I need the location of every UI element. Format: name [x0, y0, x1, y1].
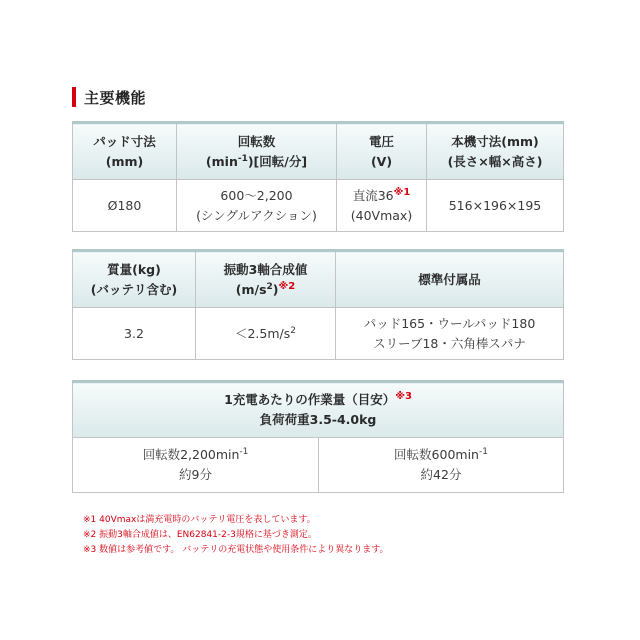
cell-workload-high-speed: 回転数$2,200\min^{-1}$ 約9分 — [73, 438, 319, 493]
footnote-2: ※2 振動3軸合成値は、EN62841-2-3規格に基づき測定。 — [83, 530, 317, 540]
cell-dimensions: 516×196×195 — [427, 180, 564, 232]
header-workload: 1充電あたりの作業量（目安）$^{※3}$ 負荷荷重3.5-4.0kg — [73, 382, 564, 438]
section-heading — [72, 86, 146, 108]
note-marker-3: ※3 — [395, 390, 412, 402]
header-mass: 質量(kg) (バッテリ含む) — [73, 251, 196, 308]
spec-table-main — [72, 121, 564, 232]
cell-vibration: $<2.5m/s^2$ — [196, 308, 336, 360]
spec-table-weight — [72, 249, 564, 360]
cell-pad-size: Ø180 — [73, 180, 177, 232]
header-accessories: 標準付属品 — [336, 251, 564, 308]
header-voltage: 電圧 (V) — [337, 123, 427, 180]
heading-accent-bar — [72, 87, 76, 107]
header-vibration: 振動3軸合成値 $(m/s^2)^{※2}$ — [196, 251, 336, 308]
cell-voltage: 直流36$^{※1}$ (40Vmax) — [337, 180, 427, 232]
cell-workload-low-speed: 回転数$600\min^{-1}$ 約42分 — [319, 438, 564, 493]
note-marker-2: ※2 — [278, 280, 296, 292]
cell-mass: 3.2 — [73, 308, 196, 360]
cell-accessories: パッド165・ウールパッド180 スリーブ18・六角棒スパナ — [336, 308, 564, 360]
spec-table-workload — [72, 380, 564, 493]
section-title: 主要機能 — [84, 88, 147, 107]
header-dimensions: 本機寸法(mm) (長さ×幅×高さ) — [427, 123, 564, 180]
note-marker-1: ※1 — [393, 186, 411, 198]
footnote-1: ※1 40Vmaxは満充電時のバッテリ電圧を表しています。 — [83, 515, 316, 525]
header-rotation-speed: 回転数 $(\min^{-1})$[回転/分] — [177, 123, 337, 180]
footnote-3: ※3 数値は参考値です。 バッテリの充電状態や使用条件により異なります。 — [83, 545, 389, 555]
footnotes — [83, 513, 563, 558]
header-pad-size: パッド寸法 (mm) — [73, 123, 177, 180]
cell-rotation-speed: 600～2,200 (シングルアクション) — [177, 180, 337, 232]
